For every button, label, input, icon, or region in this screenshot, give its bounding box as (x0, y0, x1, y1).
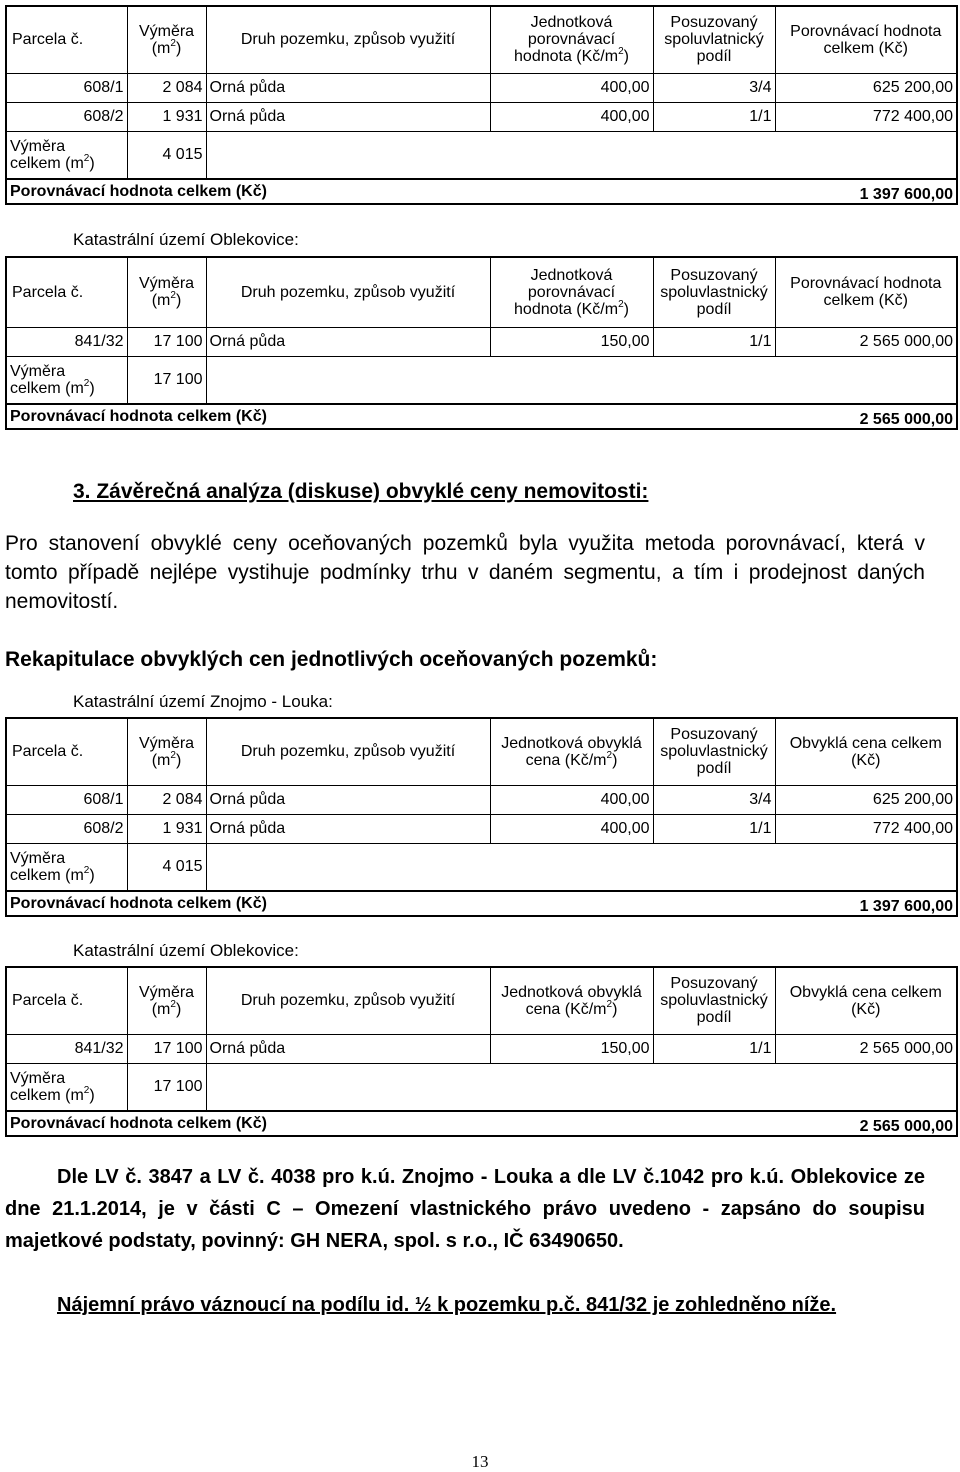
table-znojmo-comparison (5, 5, 958, 205)
sum-row (6, 131, 957, 179)
total-value: 1 397 600,00 (490, 891, 957, 916)
table-row (6, 785, 957, 814)
cell-druh: Orná půda (206, 73, 490, 102)
sum-empty (206, 843, 957, 891)
cell-podil: 3/4 (653, 73, 775, 102)
header-druh: Druh pozemku, způsob využití (206, 967, 490, 1034)
total-row (6, 179, 957, 204)
total-row (6, 1111, 957, 1136)
total-label: Porovnávací hodnota celkem (Kč) (6, 891, 490, 916)
total-label: Porovnávací hodnota celkem (Kč) (6, 1111, 490, 1136)
total-value: 2 565 000,00 (490, 404, 957, 429)
cell-parcela: 608/1 (6, 73, 127, 102)
table-row (6, 814, 957, 843)
cell-druh: Orná půda (206, 785, 490, 814)
total-label: Porovnávací hodnota celkem (Kč) (6, 404, 490, 429)
sum-value: 17 100 (127, 356, 206, 404)
cell-druh: Orná půda (206, 327, 490, 356)
cell-celkem: 2 565 000,00 (775, 1034, 957, 1063)
note-underlined: Nájemní právo váznoucí na podílu id. ½ k pozemku p.č. 841/32 je zohledněno níže. (57, 1294, 837, 1316)
header-vymera: Výměra $(m^2)$ (127, 257, 206, 327)
cell-podil: 1/1 (653, 327, 775, 356)
table-row (6, 73, 957, 102)
sum-empty (206, 356, 957, 404)
header-podil: Posuzovaný spoluvlatnický podíl (653, 6, 775, 73)
header-parcela: Parcela č. (6, 6, 127, 73)
cell-vymera: 2 084 (127, 73, 206, 102)
cell-podil: 1/1 (653, 814, 775, 843)
sum-empty (206, 131, 957, 179)
sum-row (6, 1063, 957, 1111)
sum-label: Výměra celkem $(m^2)$ (6, 1063, 127, 1111)
sum-label: Výměra celkem $(m^2)$ (6, 356, 127, 404)
header-podil: Posuzovaný spoluvlastnický podíl (653, 257, 775, 327)
header-parcela: Parcela č. (6, 718, 127, 785)
header-vymera: Výměra $(m^2)$ (127, 967, 206, 1034)
header-druh: Druh pozemku, způsob využití (206, 257, 490, 327)
cell-parcela: 841/32 (6, 1034, 127, 1063)
total-value: 1 397 600,00 (490, 179, 957, 204)
header-celkem: Obvyklá cena celkem (Kč) (775, 967, 957, 1034)
ku-oblekovice-label-2: Katastrální území Oblekovice: (73, 941, 299, 960)
cell-vymera: 17 100 (127, 327, 206, 356)
total-row (6, 891, 957, 916)
sum-label: Výměra celkem $(m^2)$ (6, 843, 127, 891)
header-podil: Posuzovaný spoluvlastnický podíl (653, 718, 775, 785)
header-jednotkova: Jednotková porovnávací hodnota $(Kč/m^2)$ (490, 257, 653, 327)
cell-podil: 3/4 (653, 785, 775, 814)
page-number: 13 (471, 1452, 489, 1471)
sum-row (6, 843, 957, 891)
header-celkem: Porovnávací hodnota celkem (Kč) (775, 257, 957, 327)
cell-jednotkova: 150,00 (490, 327, 653, 356)
cell-parcela: 841/32 (6, 327, 127, 356)
cell-celkem: 772 400,00 (775, 814, 957, 843)
total-label: Porovnávací hodnota celkem (Kč) (6, 179, 490, 204)
cell-parcela: 608/1 (6, 785, 127, 814)
header-druh: Druh pozemku, způsob využití (206, 6, 490, 73)
ku-oblekovice-label: Katastrální území Oblekovice: (73, 230, 299, 249)
ku-znojmo-label: Katastrální území Znojmo - Louka: (73, 692, 333, 711)
cell-druh: Orná půda (206, 814, 490, 843)
table-row (6, 102, 957, 131)
total-row (6, 404, 957, 429)
sum-value: 4 015 (127, 131, 206, 179)
cell-celkem: 625 200,00 (775, 785, 957, 814)
sum-row (6, 356, 957, 404)
table-znojmo-usual (5, 717, 958, 917)
sum-empty (206, 1063, 957, 1111)
table-oblekovice-usual (5, 966, 958, 1137)
cell-druh: Orná půda (206, 1034, 490, 1063)
cell-jednotkova: 400,00 (490, 102, 653, 131)
header-celkem: Obvyklá cena celkem (Kč) (775, 718, 957, 785)
section-heading: 3. Závěrečná analýza (diskuse) obvyklé ceny nemovitosti: (73, 480, 649, 503)
note-paragraph: Dle LV č. 3847 a LV č. 4038 pro k.ú. Znojmo - Louka a dle LV č.1042 pro k.ú. Oblekovice ze dne 21.1.2014, je v části C – Omezení vlastnického právo uvedeno - zapsáno do soupisu majetkové podstaty, povinný: GH NERA, spol. s r.o., IČ 63490650. (5, 1166, 925, 1252)
cell-vymera: 2 084 (127, 785, 206, 814)
header-podil: Posuzovaný spoluvlastnický podíl (653, 967, 775, 1034)
cell-celkem: 625 200,00 (775, 73, 957, 102)
cell-jednotkova: 150,00 (490, 1034, 653, 1063)
cell-vymera: 1 931 (127, 102, 206, 131)
sum-value: 4 015 (127, 843, 206, 891)
cell-podil: 1/1 (653, 102, 775, 131)
table-oblekovice-comparison (5, 256, 958, 430)
header-parcela: Parcela č. (6, 257, 127, 327)
header-vymera: Výměra $(m^2)$ (127, 6, 206, 73)
cell-jednotkova: 400,00 (490, 785, 653, 814)
cell-parcela: 608/2 (6, 814, 127, 843)
table-row (6, 1034, 957, 1063)
cell-celkem: 2 565 000,00 (775, 327, 957, 356)
sum-value: 17 100 (127, 1063, 206, 1111)
recap-heading: Rekapitulace obvyklých cen jednotlivých oceňovaných pozemků: (5, 648, 658, 671)
header-vymera: Výměra $(m^2)$ (127, 718, 206, 785)
section-paragraph: Pro stanovení obvyklé ceny oceňovaných pozemků byla využita metoda porovnávací, která v tomto případě nejlépe vystihuje podmínky trhu v daném segmentu, a tím i prodejnost daných nemovitostí. (5, 532, 925, 613)
cell-druh: Orná půda (206, 102, 490, 131)
cell-vymera: 1 931 (127, 814, 206, 843)
cell-celkem: 772 400,00 (775, 102, 957, 131)
header-celkem: Porovnávací hodnota celkem (Kč) (775, 6, 957, 73)
cell-vymera: 17 100 (127, 1034, 206, 1063)
table-row (6, 327, 957, 356)
header-jednotkova: Jednotková porovnávací hodnota $(Kč/m^2)$ (490, 6, 653, 73)
header-parcela: Parcela č. (6, 967, 127, 1034)
header-jednotkova: Jednotková obvyklá cena $(Kč/m^2)$ (490, 967, 653, 1034)
cell-jednotkova: 400,00 (490, 814, 653, 843)
cell-podil: 1/1 (653, 1034, 775, 1063)
header-druh: Druh pozemku, způsob využití (206, 718, 490, 785)
cell-parcela: 608/2 (6, 102, 127, 131)
header-jednotkova: Jednotková obvyklá cena $(Kč/m^2)$ (490, 718, 653, 785)
total-value: 2 565 000,00 (490, 1111, 957, 1136)
cell-jednotkova: 400,00 (490, 73, 653, 102)
sum-label: Výměra celkem $(m^2)$ (6, 131, 127, 179)
